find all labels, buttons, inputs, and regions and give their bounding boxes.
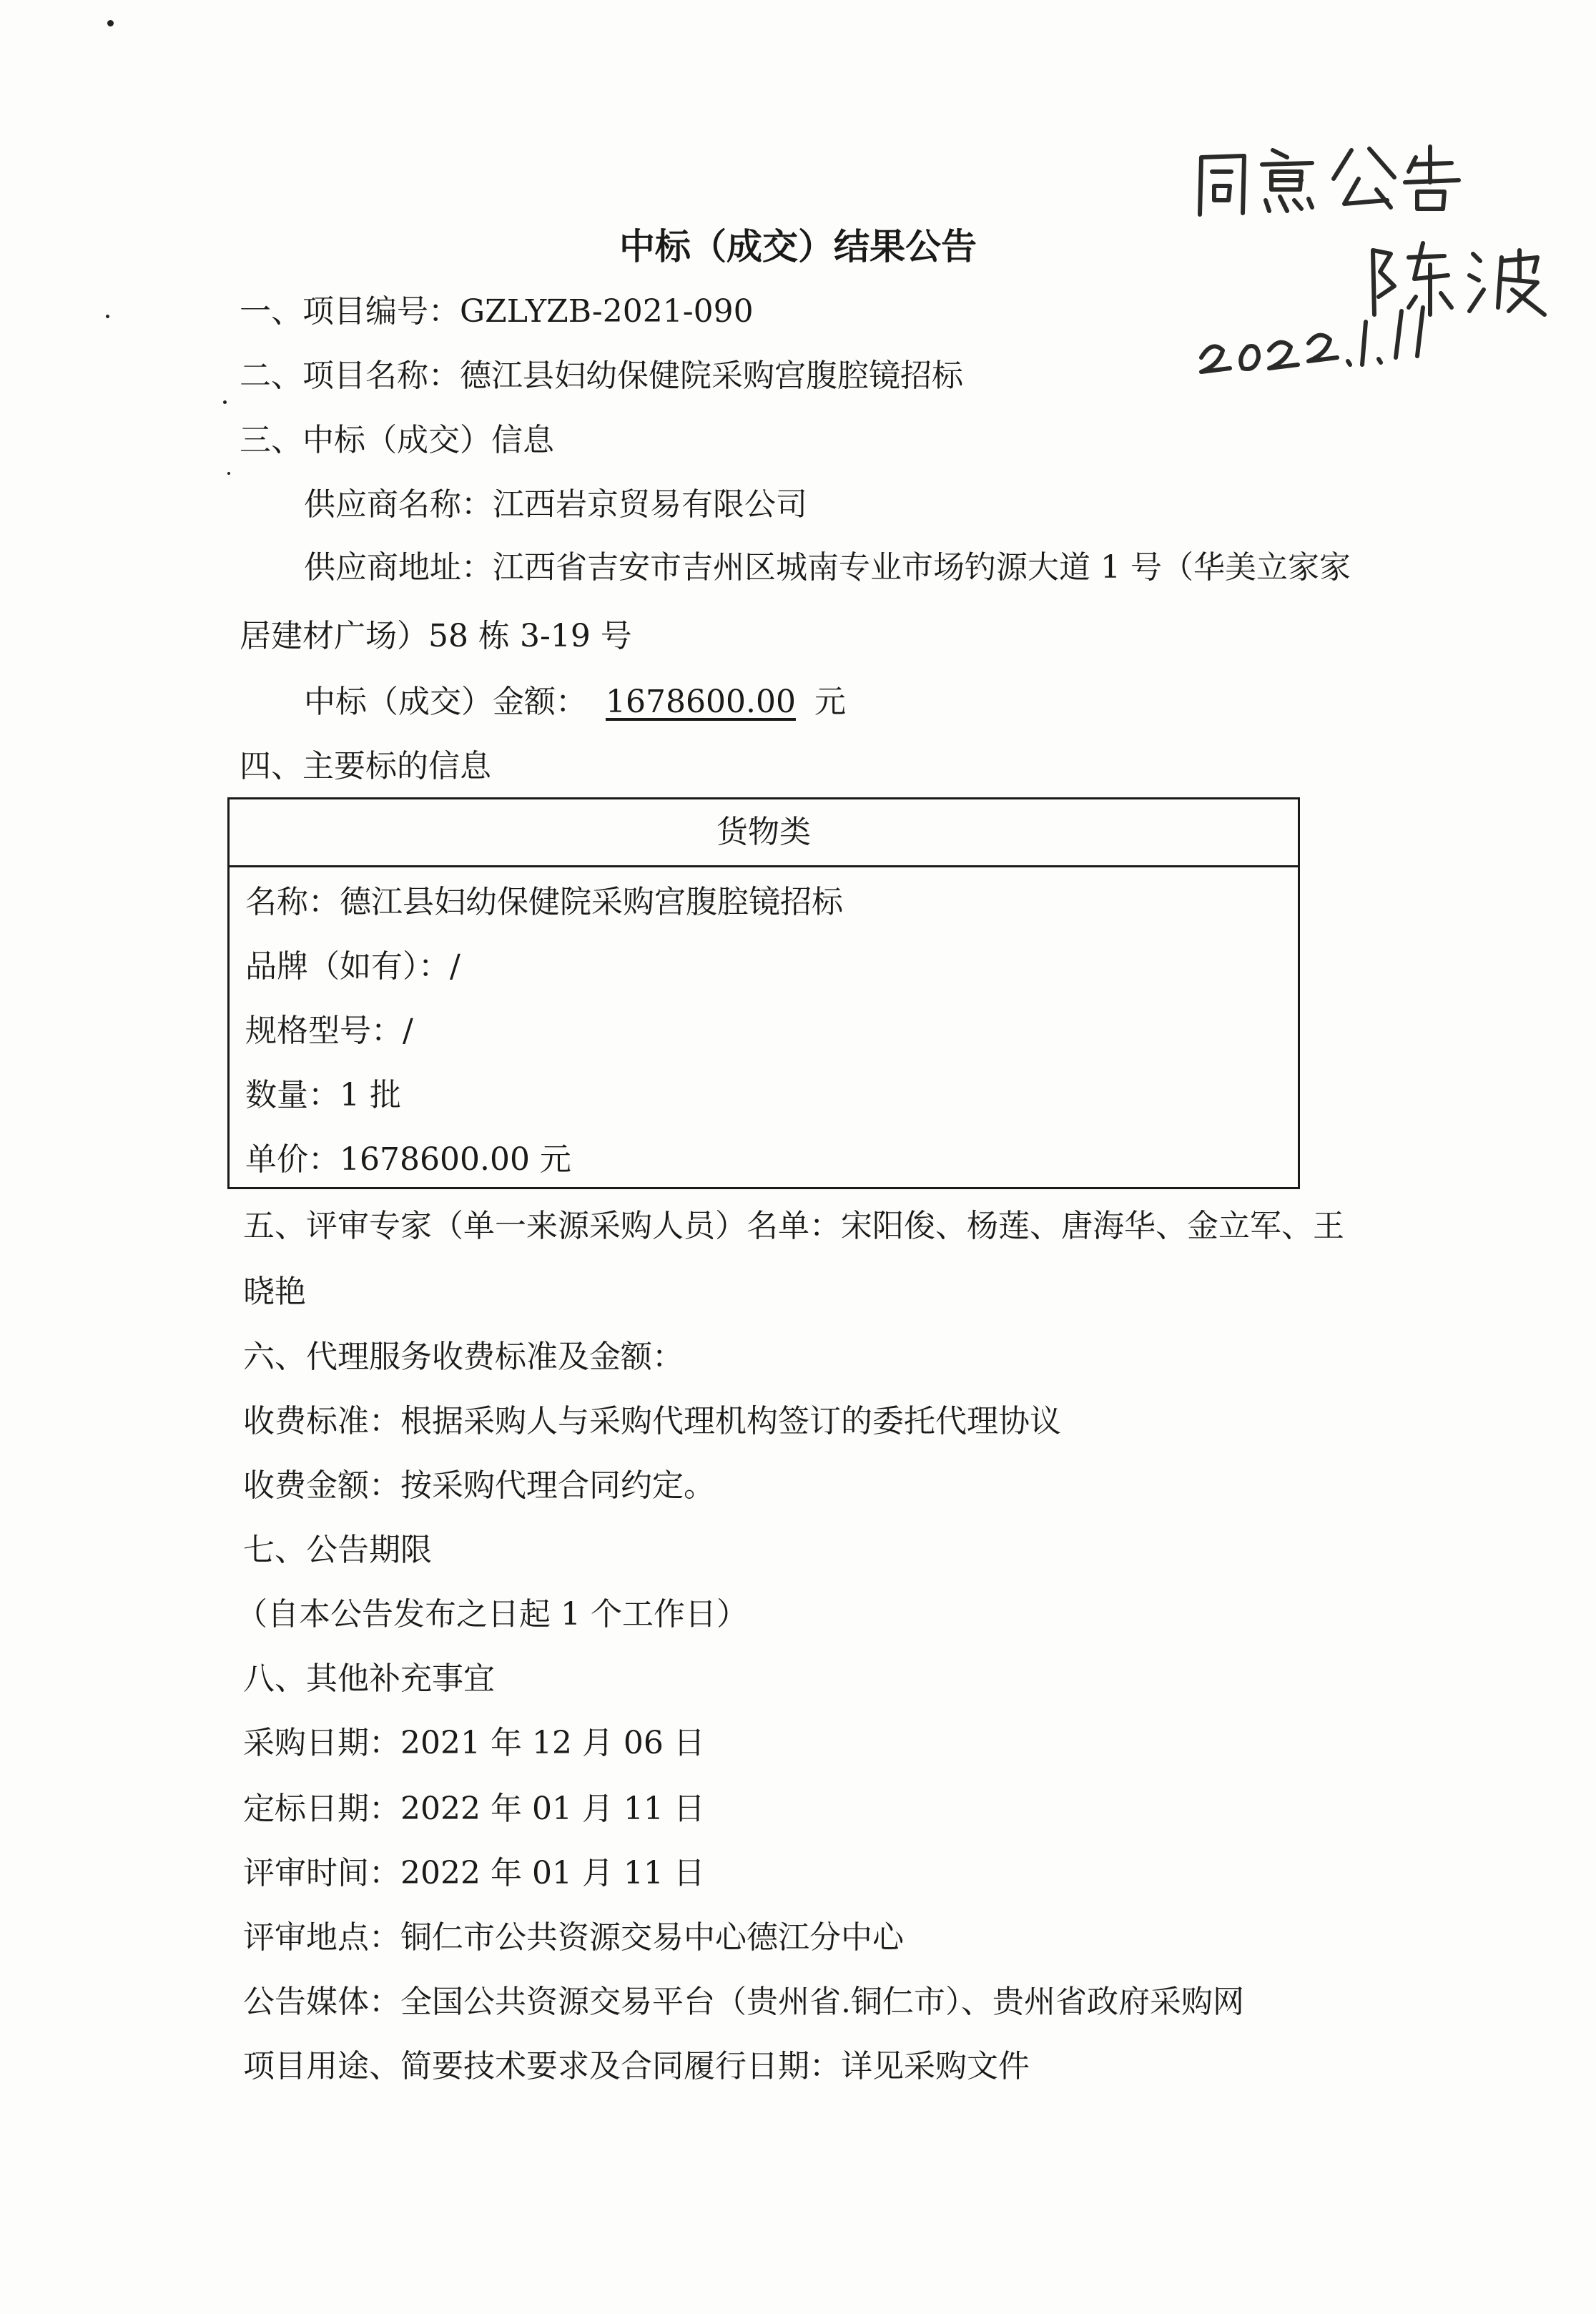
review-place: 评审地点：铜仁市公共资源交易中心德江分中心	[243, 1919, 904, 1956]
section-experts-line1: 五、评审专家（单一来源采购人员）名单：宋阳俊、杨莲、唐海华、金立军、王	[243, 1208, 1344, 1244]
scan-speck	[107, 20, 114, 26]
supplier-address-line2: 居建材广场）58 栋 3-19 号	[240, 618, 632, 654]
review-time: 评审时间：2022 年 01 月 11 日	[243, 1855, 705, 1891]
notice-period: （自本公告发布之日起 1 个工作日）	[236, 1596, 748, 1633]
section-experts-line2: 晓艳	[243, 1274, 306, 1310]
section-main-items: 四、主要标的信息	[240, 748, 491, 784]
goods-table-header: 货物类	[230, 799, 1298, 867]
goods-quantity: 数量：1 批	[245, 1077, 401, 1113]
supplier-name: 供应商名称：江西岩京贸易有限公司	[304, 486, 807, 523]
purchase-date: 采购日期：2021 年 12 月 06 日	[243, 1725, 705, 1761]
award-amount	[304, 686, 846, 718]
fee-standard: 收费标准：根据采购人与采购代理机构签订的委托代理协议	[243, 1403, 1061, 1439]
award-date: 定标日期：2022 年 01 月 11 日	[243, 1791, 705, 1827]
document-title: 中标（成交）结果公告	[619, 226, 977, 267]
fee-amount: 收费金额：按采购代理合同约定。	[243, 1467, 715, 1504]
goods-name: 名称：德江县妇幼保健院采购宫腹腔镜招标	[245, 884, 843, 920]
section-award-info: 三、中标（成交）信息	[240, 422, 554, 458]
publication-media: 公告媒体：全国公共资源交易平台（贵州省.铜仁市）、贵州省政府采购网	[243, 1984, 1244, 2020]
section-project-number: 一、项目编号：GZLYZB-2021-090	[240, 293, 754, 330]
goods-table	[227, 797, 1300, 1189]
scan-speck	[227, 472, 230, 475]
section-project-name: 二、项目名称：德江县妇幼保健院采购宫腹腔镜招标	[240, 358, 963, 394]
section-notice-period: 七、公告期限	[243, 1532, 432, 1568]
section-other: 八、其他补充事宜	[243, 1660, 495, 1697]
award-amount-label: 中标（成交）金额：	[304, 684, 587, 720]
goods-brand: 品牌（如有）：/	[245, 948, 460, 985]
section-agency-fee: 六、代理服务收费标准及金额：	[243, 1339, 684, 1375]
goods-model: 规格型号：/	[245, 1013, 413, 1049]
scan-speck	[223, 400, 227, 404]
project-usage: 项目用途、简要技术要求及合同履行日期：详见采购文件	[243, 2048, 1030, 2084]
goods-unit-price: 单价：1678600.00 元	[245, 1141, 571, 1178]
scan-speck	[106, 315, 109, 318]
supplier-address-line1: 供应商地址：江西省吉安市吉州区城南专业市场钓源大道 1 号（华美立家家	[304, 549, 1351, 586]
award-amount-unit: 元	[814, 684, 846, 720]
award-amount-value: 1678600.00	[606, 684, 796, 720]
